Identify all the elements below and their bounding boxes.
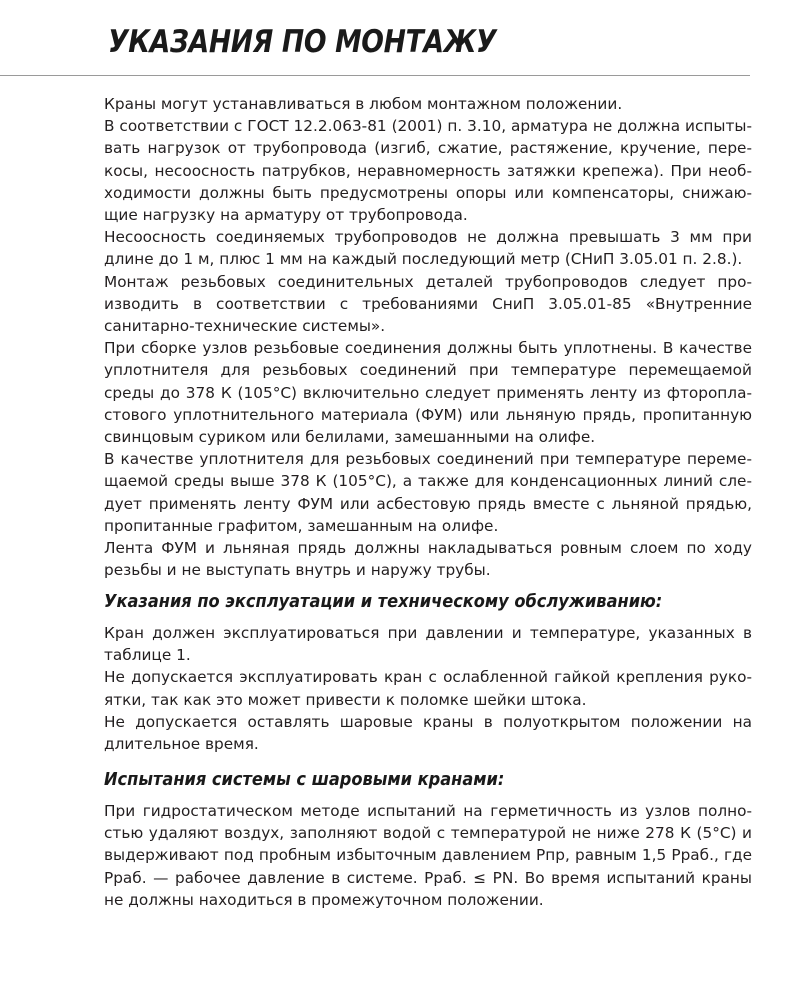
testing-section [104, 767, 752, 911]
operation-paragraph-1: Кран должен эксплуатироваться при давлении и температуре, указанных в таблице 1. [104, 624, 752, 665]
installation-paragraph-6: В качестве уплотнителя для резьбовых соединений при температуре перемещаемой среды выше 378 К (105°С), а также для конденсационных линий следует применять ленту ФУМ или асбестовую прядь вместе с льняной прядью, пропитанные графитом, замешанным на олифе. [104, 450, 752, 535]
installation-paragraph-5: При сборке узлов резьбовые соединения должны быть уплотнены. В качестве уплотнителя для резьбовых соединений при температуре перемещаемой среды до 378 К (105°С) включительно следует применять ленту из фторопластового уплотнительного материала (ФУМ) или льняную прядь, пропитанную свинцовым суриком или белилами, замешанными на олифе. [104, 339, 752, 447]
operation-section [104, 589, 752, 755]
operation-paragraph-2: Не допускается эксплуатировать кран с ослабленной гайкой крепления рукоятки, так как это может привести к поломке шейки штока. [104, 668, 752, 709]
page-title: УКАЗАНИЯ ПО МОНТАЖУ [108, 24, 497, 60]
operation-heading: Указания по эксплуатации и техническому обслуживанию: [104, 591, 663, 612]
installation-paragraph-7: Лента ФУМ и льняная прядь должны накладываться ровным слоем по ходу резьбы и не выступать внутрь и наружу трубы. [104, 539, 752, 580]
installation-paragraph-4: Монтаж резьбовых соединительных деталей трубопроводов следует производить в соответствии с требованиями СниП 3.05.01-85 «Внутренние санитарно-технические системы». [104, 272, 752, 336]
installation-paragraph-3: Несоосность соединяемых трубопроводов не должна превышать 3 мм при длине до 1 м, плюс 1 мм на каждый последующий метр (СНиП 3.05.01 п. 2.8.). [104, 228, 752, 269]
installation-section [104, 93, 752, 581]
testing-paragraph-1: При гидростатическом методе испытаний на герметичность из узлов полностью удаляют воздух, заполняют водой с температурой не ниже 278 К (5°С) и выдерживают под пробным избыточным давлением Рпр, равным 1,5 Рраб., где Рраб. — рабочее давление в системе. Рраб. ≤ PN. Во время испытаний краны не должны находиться в промежуточном положении. [104, 802, 752, 909]
testing-heading: Испытания системы с шаровыми кранами: [104, 769, 505, 790]
installation-paragraph-2: В соответствии с ГОСТ 12.2.063-81 (2001) п. 3.10, арматура не должна испытывать нагрузок от трубопровода (изгиб, сжатие, растяжение, кручение, перекосы, несоосность патрубков, неравномерность затяжки крепежа). При необходимости должны быть предусмотрены опоры или компенсаторы, снижающие нагрузку на арматуру от трубопровода. [104, 117, 752, 225]
operation-paragraph-3: Не допускается оставлять шаровые краны в полуоткрытом положении на длительное время. [104, 712, 752, 754]
title-divider [0, 75, 750, 76]
installation-paragraph-1: Краны могут устанавливаться в любом монтажном положении. [104, 95, 623, 113]
